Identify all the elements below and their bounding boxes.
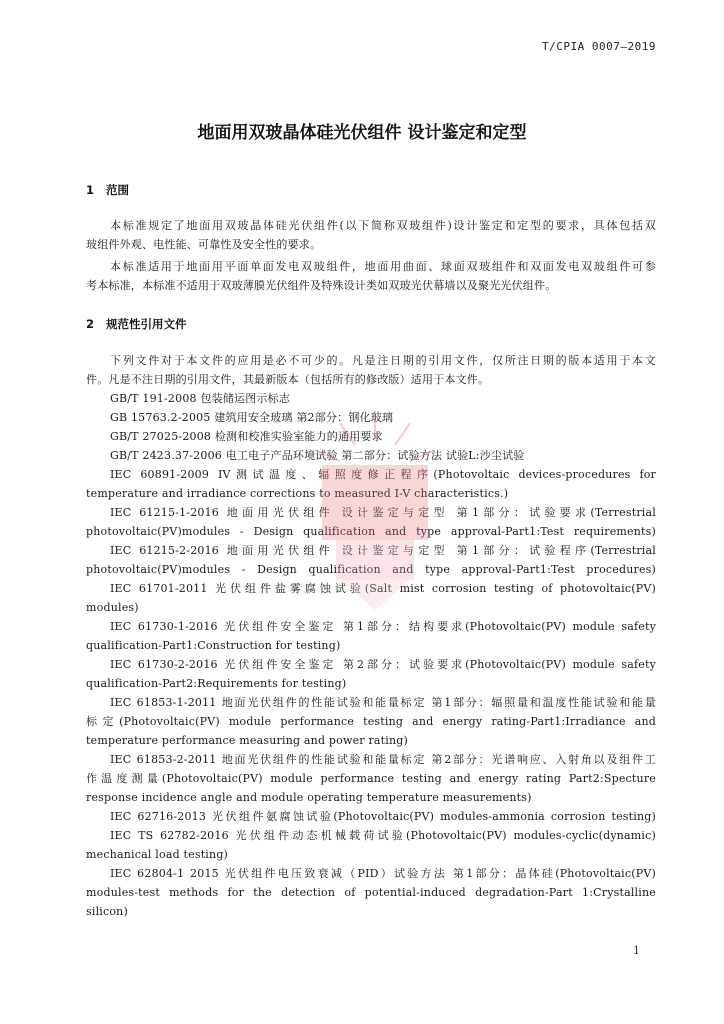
section-2-title: 规范性引用文件	[106, 317, 187, 331]
reference-item-continuation: qualification-Part2:Requirements for testing)	[86, 677, 347, 690]
paragraph-line: 本标准规定了地面用双玻晶体硅光伏组件(以下简称双玻组件)设计鉴定和定型的要求，具体包括双	[110, 219, 656, 232]
reference-item: GB/T 191-2008 包装储运图示标志	[110, 392, 291, 405]
reference-item-continuation: photovoltaic(PV)modules - Design qualification and type approval-Part1:Test requirements)	[86, 525, 656, 538]
reference-item: IEC 62716-2013 光伏组件氨腐蚀试验(Photovoltaic(PV) modules-ammonia corrosion testing)	[110, 810, 656, 823]
section-1-number: 1	[86, 183, 95, 197]
reference-item: IEC 62804-1 2015 光伏组件电压致衰减（PID）试验方法 第1部分：晶体硅(Photovoltaic(PV)	[110, 867, 656, 880]
reference-item: GB 15763.2-2005 建筑用安全玻璃 第2部分：钢化玻璃	[110, 411, 394, 424]
paragraph-line: 件。凡是不注日期的引用文件，其最新版本（包括所有的修改版）适用于本文件。	[86, 373, 490, 386]
section-2-number: 2	[86, 317, 95, 331]
reference-item: IEC 61730-2-2016 光伏组件安全鉴定 第2部分：试验要求(Photovoltaic(PV) module safety	[110, 658, 656, 671]
reference-item-continuation: 标定(Photovoltaic(PV) module performance testing and energy rating-Part1:Irradiance and	[86, 715, 656, 728]
reference-item-continuation: modules-test methods for the detection of potential-induced degradation-Part 1:Crystalline	[86, 886, 656, 899]
reference-item: IEC TS 62782-2016 光伏组件动态机械载荷试验(Photovoltaic(PV) modules-cyclic(dynamic)	[110, 829, 656, 842]
paragraph-line: 玻组件外观、电性能、可靠性及安全性的要求。	[86, 238, 322, 251]
reference-item: IEC 61730-1-2016 光伏组件安全鉴定 第1部分：结构要求(Photovoltaic(PV) module safety	[110, 620, 656, 633]
reference-item-continuation: photovoltaic(PV)modules - Design qualification and type approval-Part1:Test procedures)	[86, 563, 656, 576]
reference-item-continuation: modules)	[86, 601, 139, 614]
section-2-heading	[86, 316, 187, 332]
reference-item-continuation: temperature and irradiance corrections to measured I-V characteristics.)	[86, 487, 509, 500]
reference-item: IEC 61853-2-2011 地面光伏组件的性能试验和能量标定 第2部分：光谱响应、入射角以及组件工	[110, 753, 656, 766]
paragraph-line: 本标准适用于地面用平面单面发电双玻组件，地面用曲面、球面双玻组件和双面发电双玻组件可参	[110, 260, 656, 273]
reference-item: IEC 61215-2-2016 地面用光伏组件 设计鉴定与定型 第1部分：试验程序(Terrestrial	[110, 544, 656, 557]
reference-item-continuation: silicon)	[86, 905, 128, 918]
section-1-title: 范围	[106, 183, 129, 197]
reference-item-continuation: 作温度测量(Photovoltaic(PV) module performance testing and energy rating Part2:Specture	[86, 772, 656, 785]
standard-code: T/CPIA 0007—2019	[542, 40, 656, 53]
reference-item-continuation: response incidence angle and module operating temperature measurements)	[86, 791, 532, 804]
reference-item: GB/T 2423.37-2006 电工电子产品环境试验 第二部分：试验方法 试验L:沙尘试验	[110, 449, 525, 462]
page-number: 1	[633, 944, 640, 957]
paragraph-line: 考本标准，本标准不适用于双玻薄膜光伏组件及特殊设计类如双玻光伏幕墙以及聚光光伏组件。	[86, 279, 557, 292]
reference-item: IEC 61701-2011 光伏组件盐雾腐蚀试验(Salt mist corrosion testing of photovoltaic(PV)	[110, 582, 656, 595]
reference-item-continuation: temperature performance measuring and power rating)	[86, 734, 409, 747]
document-title: 地面用双玻晶体硅光伏组件 设计鉴定和定型	[197, 123, 527, 143]
reference-item: IEC 61853-1-2011 地面光伏组件的性能试验和能量标定 第1部分：辐照量和温度性能试验和能量	[110, 696, 656, 709]
reference-item: IEC 61215-1-2016 地面用光伏组件 设计鉴定与定型 第1部分：试验要求(Terrestrial	[110, 506, 656, 519]
paragraph-line: 下列文件对于本文件的应用是必不可少的。凡是注日期的引用文件，仅所注日期的版本适用于本文	[110, 354, 656, 367]
reference-item: IEC 60891-2009 IV测试温度、辐照度修正程序(Photovoltaic devices-procedures for	[110, 468, 656, 481]
reference-item: GB/T 27025-2008 检测和校准实验室能力的通用要求	[110, 430, 383, 443]
reference-item-continuation: mechanical load testing)	[86, 848, 229, 861]
section-1-heading	[86, 182, 129, 198]
reference-item-continuation: qualification-Part1:Construction for testing)	[86, 639, 341, 652]
